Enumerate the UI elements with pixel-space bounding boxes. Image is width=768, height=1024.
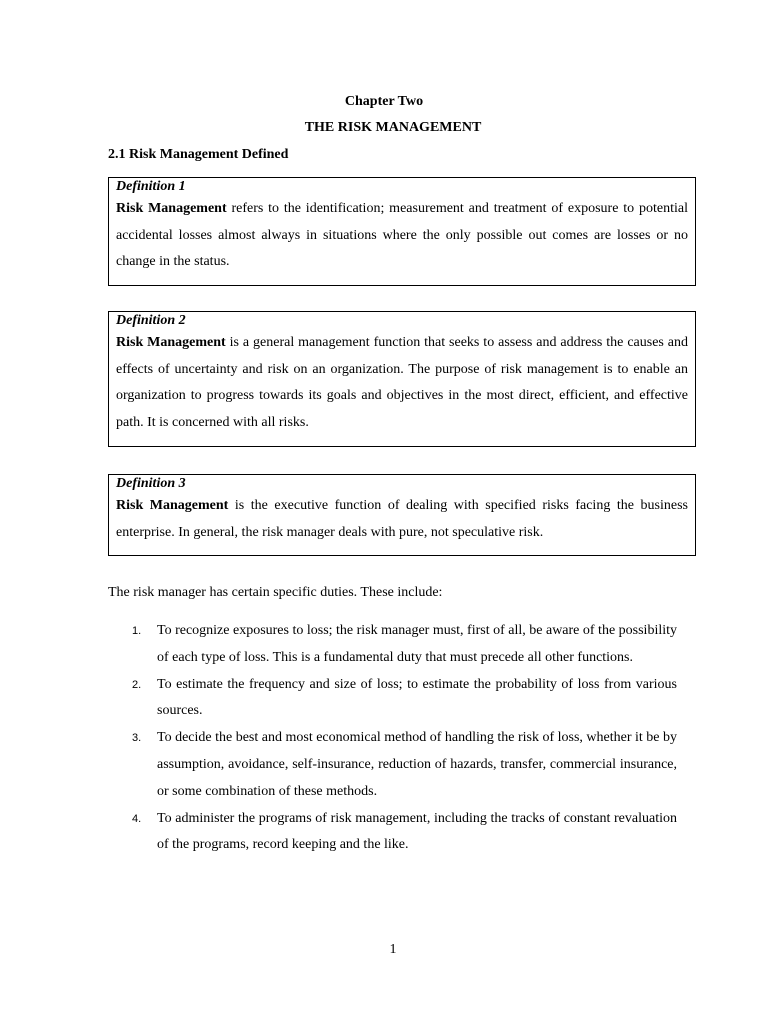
list-item	[108, 806, 677, 860]
definition-term: Risk Management	[116, 335, 226, 350]
definition-text: is a general management function that seeks to assess and address the causes and effects of uncertainty and risk on an organization. The purpose of risk management is to enable an organization to progress towards its goals and objectives in the most direct, efficient, and effective path. It is concerned with all risks.	[116, 335, 688, 430]
definition-body	[116, 493, 688, 546]
definition-box-2	[108, 311, 696, 447]
definition-title: Definition 3	[116, 476, 186, 491]
section-heading: 2.1 Risk Management Defined	[108, 147, 289, 162]
list-number: 3.	[132, 732, 142, 745]
definition-text: refers to the identification; measurement and treatment of exposure to potential accidental losses almost always in situations where the only possible out comes are losses or no change in the status.	[116, 201, 688, 269]
list-item-text: To estimate the frequency and size of loss; to estimate the probability of loss from various sources.	[157, 676, 677, 719]
duties-intro: The risk manager has certain specific duties. These include:	[108, 585, 443, 600]
list-item	[108, 672, 677, 726]
definition-title: Definition 2	[116, 313, 186, 328]
duties-list	[108, 618, 677, 859]
definition-box-3	[108, 474, 696, 556]
list-item	[108, 725, 677, 805]
definition-body	[116, 330, 688, 436]
definition-term: Risk Management	[116, 201, 227, 216]
list-item-text: To recognize exposures to loss; the risk manager must, first of all, be aware of the possibility of each type of loss. This is a fundamental duty that must precede all other functions.	[157, 623, 678, 665]
list-item	[108, 618, 677, 672]
list-item-text: To decide the best and most economical method of handling the risk of loss, whether it be by assumption, avoidance, self-insurance, reduction of hazards, transfer, commercial insurance, or some combination of these methods.	[157, 730, 678, 799]
list-number: 4.	[132, 812, 142, 825]
chapter-label: Chapter Two	[344, 94, 424, 109]
page-title: THE RISK MANAGEMENT	[304, 120, 482, 135]
definition-body	[116, 196, 688, 276]
definition-title: Definition 1	[116, 179, 186, 194]
list-number: 2.	[132, 678, 142, 691]
definition-box-1	[108, 177, 696, 286]
list-item-text: To administer the programs of risk management, including the tracks of constant revaluation of the programs, record keeping and the like.	[157, 810, 677, 853]
definition-text: is the executive function of dealing with specified risks facing the business enterprise. In general, the risk manager deals with pure, not speculative risk.	[116, 498, 688, 540]
definition-term: Risk Management	[116, 498, 229, 513]
list-number: 1.	[132, 625, 142, 637]
page-number: 1	[389, 942, 397, 957]
